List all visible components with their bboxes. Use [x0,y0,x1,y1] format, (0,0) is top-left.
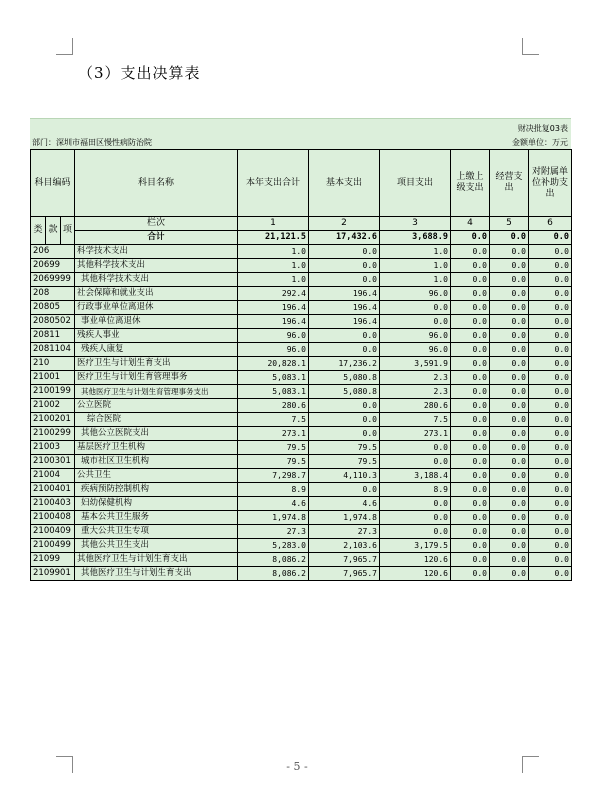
amount-cell: 0.0 [451,553,490,567]
total-cell: 0.0 [451,231,490,245]
subject-name: 科学技术支出 [75,245,238,259]
subject-name: 其他公共卫生支出 [75,539,238,553]
amount-cell: 0.0 [529,539,572,553]
amount-cell: 0.0 [490,329,529,343]
amount-cell: 0.0 [380,441,451,455]
table-row [31,525,572,539]
subject-code: 2081104 [31,343,75,357]
subject-name: 基本公共卫生服务 [75,511,238,525]
subject-code: 2109901 [31,567,75,581]
table-row [31,539,572,553]
table-row [31,371,572,385]
col-index-5: 5 [490,217,529,231]
amount-cell: 27.3 [238,525,309,539]
amount-cell: 5,083.1 [238,385,309,399]
amount-cell: 280.6 [238,399,309,413]
subject-code: 208 [31,287,75,301]
subject-name: 其他医疗卫生与计划生育管理事务支出 [75,385,238,399]
header-name: 科目名称 [75,150,238,217]
amount-cell: 0.0 [490,413,529,427]
subject-code: 2100409 [31,525,75,539]
header-code: 科目编码 [31,150,75,217]
total-cell: 0.0 [490,231,529,245]
amount-cell: 0.0 [451,483,490,497]
amount-cell: 0.0 [529,371,572,385]
header-total: 本年支出合计 [238,150,309,217]
subject-name: 其他公立医院支出 [75,427,238,441]
total-cell: 21,121.5 [238,231,309,245]
subject-code: 20805 [31,301,75,315]
amount-cell: 7.5 [380,413,451,427]
amount-cell: 0.0 [490,371,529,385]
amount-cell: 8.9 [238,483,309,497]
amount-cell: 17,236.2 [309,357,380,371]
amount-cell: 79.5 [309,455,380,469]
amount-cell: 0.0 [309,413,380,427]
table-row [31,469,572,483]
table-row [31,245,572,259]
total-cell: 3,688.9 [380,231,451,245]
amount-cell: 7,965.7 [309,567,380,581]
table-row [31,287,572,301]
amount-cell: 7,965.7 [309,553,380,567]
subject-code: 21004 [31,469,75,483]
col-index-6: 6 [529,217,572,231]
subject-code: 2100299 [31,427,75,441]
subject-name: 残疾人事业 [75,329,238,343]
subject-name: 其他医疗卫生与计划生育支出 [75,567,238,581]
amount-cell: 0.0 [309,273,380,287]
subject-code: 2100499 [31,539,75,553]
amount-cell: 0.0 [529,483,572,497]
header-kuan: 款 [46,217,61,245]
amount-cell: 0.0 [451,455,490,469]
amount-cell: 196.4 [309,315,380,329]
amount-cell: 0.0 [451,497,490,511]
crop-mark-top-right [522,38,539,55]
amount-cell: 5,080.8 [309,385,380,399]
amount-cell: 0.0 [490,525,529,539]
amount-cell: 280.6 [380,399,451,413]
crop-mark-top-left [56,38,73,55]
amount-cell: 273.1 [238,427,309,441]
subject-code: 20811 [31,329,75,343]
amount-cell: 0.0 [451,371,490,385]
amount-cell: 96.0 [238,343,309,357]
amount-cell: 8,086.2 [238,567,309,581]
amount-cell: 27.3 [309,525,380,539]
col-index-1: 1 [238,217,309,231]
subject-code: 206 [31,245,75,259]
amount-cell: 3,591.9 [380,357,451,371]
table-row [31,553,572,567]
amount-cell: 0.0 [529,301,572,315]
amount-cell: 0.0 [490,343,529,357]
table-row [31,497,572,511]
amount-cell: 0.0 [309,427,380,441]
amount-cell: 0.0 [529,273,572,287]
amount-cell: 1.0 [380,259,451,273]
amount-cell: 0.0 [451,539,490,553]
amount-cell: 0.0 [451,287,490,301]
amount-cell: 4.6 [238,497,309,511]
amount-cell: 0.0 [490,259,529,273]
amount-cell: 0.0 [529,315,572,329]
amount-cell: 196.4 [309,287,380,301]
column-header-row [31,150,572,217]
amount-cell: 0.0 [451,343,490,357]
amount-cell: 0.0 [451,357,490,371]
amount-cell: 0.0 [380,525,451,539]
amount-cell: 7,298.7 [238,469,309,483]
total-cell: 0.0 [529,231,572,245]
amount-cell: 0.0 [490,385,529,399]
amount-cell: 0.0 [490,483,529,497]
amount-cell: 0.0 [451,399,490,413]
amount-cell: 0.0 [451,273,490,287]
col-index-2: 2 [309,217,380,231]
amount-cell: 8.9 [380,483,451,497]
subject-code: 2100408 [31,511,75,525]
header-xiang: 项 [61,217,75,245]
amount-cell: 0.0 [380,497,451,511]
amount-cell: 0.0 [490,287,529,301]
amount-cell: 0.0 [451,567,490,581]
amount-cell: 0.0 [529,525,572,539]
amount-cell: 0.0 [451,315,490,329]
table-row [31,455,572,469]
amount-cell: 96.0 [380,343,451,357]
department-label: 部门：深圳市福田区慢性病防治院 [32,138,152,147]
table-row [31,385,572,399]
subject-name: 残疾人康复 [75,343,238,357]
amount-cell: 0.0 [451,329,490,343]
amount-cell: 120.6 [380,553,451,567]
amount-cell: 0.0 [529,553,572,567]
amount-cell: 1.0 [238,273,309,287]
table-row [31,511,572,525]
amount-cell: 0.0 [529,413,572,427]
amount-cell: 5,083.1 [238,371,309,385]
amount-cell: 1.0 [238,259,309,273]
table-row [31,329,572,343]
subject-name: 行政事业单位离退休 [75,301,238,315]
subject-code: 2100301 [31,455,75,469]
amount-cell: 5,283.0 [238,539,309,553]
table-row [31,441,572,455]
amount-cell: 0.0 [529,455,572,469]
subject-name: 疾病预防控制机构 [75,483,238,497]
subject-name: 城市社区卫生机构 [75,455,238,469]
amount-cell: 0.0 [309,483,380,497]
amount-cell: 1,974.8 [238,511,309,525]
amount-cell: 196.4 [309,301,380,315]
subject-code: 2100199 [31,385,75,399]
amount-cell: 0.0 [490,469,529,483]
subject-code: 21003 [31,441,75,455]
expenditure-sheet [30,118,571,581]
amount-cell: 1.0 [380,273,451,287]
amount-cell: 0.0 [490,567,529,581]
amount-cell: 0.0 [380,315,451,329]
amount-cell: 7.5 [238,413,309,427]
subject-name: 重大公共卫生专项 [75,525,238,539]
amount-cell: 0.0 [451,469,490,483]
amount-cell: 2.3 [380,385,451,399]
table-row [31,427,572,441]
amount-cell: 0.0 [490,441,529,455]
subject-code: 20699 [31,259,75,273]
subject-name: 其他科学技术支出 [75,273,238,287]
subject-name: 妇幼保健机构 [75,497,238,511]
amount-cell: 0.0 [451,427,490,441]
sheet-header [30,118,571,149]
subject-name: 公立医院 [75,399,238,413]
amount-cell: 2,103.6 [309,539,380,553]
amount-cell: 0.0 [451,245,490,259]
subject-name: 医疗卫生与计划生育支出 [75,357,238,371]
page-number: - 5 - [286,760,308,773]
amount-cell: 8,086.2 [238,553,309,567]
table-row [31,399,572,413]
amount-cell: 0.0 [380,301,451,315]
subject-code: 2080502 [31,315,75,329]
amount-cell: 0.0 [529,385,572,399]
total-cell: 17,432.6 [309,231,380,245]
amount-cell: 120.6 [380,567,451,581]
amount-cell: 0.0 [490,357,529,371]
amount-cell: 0.0 [529,497,572,511]
amount-cell: 0.0 [529,567,572,581]
page-title: （3）支出决算表 [78,64,201,82]
amount-cell: 0.0 [529,399,572,413]
amount-cell: 0.0 [529,287,572,301]
subject-code: 21099 [31,553,75,567]
header-basic: 基本支出 [309,150,380,217]
amount-cell: 0.0 [451,259,490,273]
amount-cell: 0.0 [529,343,572,357]
header-upper: 上缴上级支出 [451,150,490,217]
amount-cell: 0.0 [451,441,490,455]
amount-cell: 0.0 [451,385,490,399]
amount-cell: 0.0 [490,315,529,329]
amount-cell: 0.0 [529,357,572,371]
amount-cell: 0.0 [490,511,529,525]
amount-cell: 0.0 [451,511,490,525]
amount-cell: 196.4 [238,315,309,329]
table-row [31,413,572,427]
amount-cell: 273.1 [380,427,451,441]
subject-code: 2100401 [31,483,75,497]
amount-cell: 4.6 [309,497,380,511]
table-row [31,301,572,315]
amount-cell: 0.0 [529,469,572,483]
table-row [31,315,572,329]
amount-cell: 3,179.5 [380,539,451,553]
amount-cell: 0.0 [380,455,451,469]
subject-name: 基层医疗卫生机构 [75,441,238,455]
amount-cell: 0.0 [309,245,380,259]
amount-cell: 0.0 [490,273,529,287]
amount-cell: 96.0 [380,287,451,301]
subject-code: 2069999 [31,273,75,287]
subject-code: 210 [31,357,75,371]
subject-code: 21001 [31,371,75,385]
amount-cell: 0.0 [529,259,572,273]
amount-cell: 0.0 [529,441,572,455]
table-row [31,567,572,581]
amount-cell: 20,828.1 [238,357,309,371]
amount-cell: 79.5 [238,441,309,455]
amount-cell: 0.0 [490,455,529,469]
subject-name: 社会保障和就业支出 [75,287,238,301]
header-business: 经营支出 [490,150,529,217]
table-row [31,273,572,287]
col-index-4: 4 [451,217,490,231]
amount-cell: 0.0 [309,399,380,413]
subject-code: 2100403 [31,497,75,511]
amount-cell: 4,110.3 [309,469,380,483]
column-index-row [31,217,572,231]
amount-cell: 0.0 [490,301,529,315]
amount-cell: 0.0 [490,399,529,413]
amount-cell: 0.0 [490,245,529,259]
amount-cell: 0.0 [309,259,380,273]
amount-cell: 1.0 [380,245,451,259]
amount-cell: 2.3 [380,371,451,385]
amount-cell: 3,188.4 [380,469,451,483]
amount-cell: 0.0 [451,301,490,315]
amount-cell: 96.0 [238,329,309,343]
subject-name: 医疗卫生与计划生育管理事务 [75,371,238,385]
subject-name: 事业单位离退休 [75,315,238,329]
amount-cell: 1.0 [238,245,309,259]
subject-name: 综合医院 [75,413,238,427]
amount-cell: 0.0 [490,553,529,567]
amount-cell: 0.0 [451,525,490,539]
total-row [31,231,572,245]
amount-cell: 0.0 [529,329,572,343]
amount-cell: 1,974.8 [309,511,380,525]
amount-cell: 0.0 [451,413,490,427]
table-row [31,483,572,497]
header-project: 项目支出 [380,150,451,217]
amount-cell: 196.4 [238,301,309,315]
amount-unit: 金额单位：万元 [512,138,568,147]
table-row [31,259,572,273]
amount-cell: 0.0 [490,497,529,511]
table-row [31,343,572,357]
table-row [31,357,572,371]
amount-cell: 96.0 [380,329,451,343]
amount-cell: 79.5 [309,441,380,455]
subject-name: 公共卫生 [75,469,238,483]
amount-cell: 0.0 [529,245,572,259]
subject-code: 21002 [31,399,75,413]
amount-cell: 79.5 [238,455,309,469]
form-code: 财决批复03表 [517,124,568,133]
amount-cell: 0.0 [490,539,529,553]
total-label: 合计 [75,231,238,245]
amount-cell: 0.0 [490,427,529,441]
amount-cell: 0.0 [309,343,380,357]
header-lei: 类 [31,217,46,245]
header-lanci: 栏次 [75,217,238,231]
amount-cell: 0.0 [309,329,380,343]
col-index-3: 3 [380,217,451,231]
subject-name: 其他医疗卫生与计划生育支出 [75,553,238,567]
subject-code: 2100201 [31,413,75,427]
amount-cell: 0.0 [529,511,572,525]
subject-name: 其他科学技术支出 [75,259,238,273]
amount-cell: 292.4 [238,287,309,301]
expenditure-table [30,149,572,581]
amount-cell: 0.0 [380,511,451,525]
amount-cell: 5,080.8 [309,371,380,385]
header-subsidy: 对附属单位补助支出 [529,150,572,217]
amount-cell: 0.0 [529,427,572,441]
